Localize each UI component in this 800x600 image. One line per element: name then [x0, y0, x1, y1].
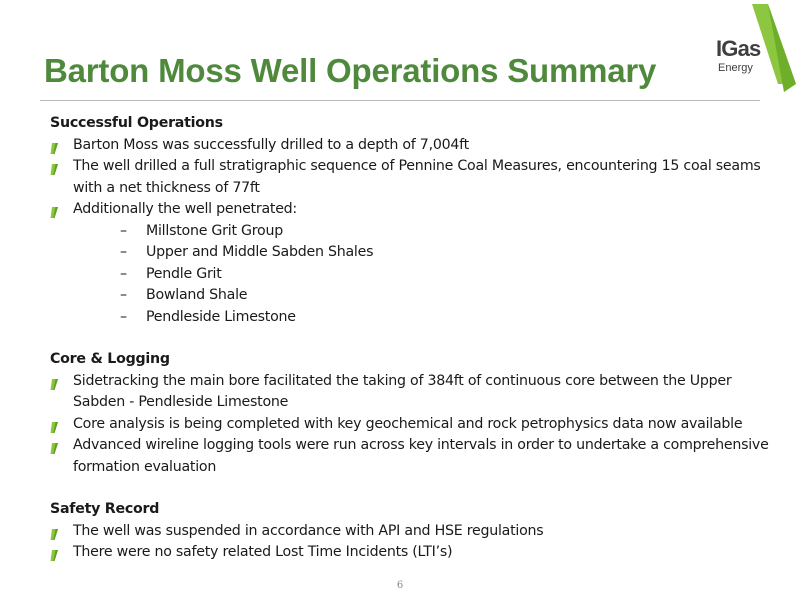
igas-logo	[700, 2, 800, 98]
page-number: 6	[396, 580, 404, 591]
bullet-item	[50, 542, 775, 564]
bullet-item	[50, 156, 775, 199]
bullet-text: Additionally the well penetrated:	[73, 201, 297, 217]
green-bullet-icon	[50, 547, 58, 558]
bullet-item	[50, 371, 775, 414]
section-heading: Safety Record	[50, 501, 160, 517]
sub-bullet-item	[118, 264, 775, 286]
sub-bullet-text: Bowland Shale	[146, 287, 248, 303]
green-bullet-icon	[50, 376, 58, 387]
bullet-text: The well was suspended in accordance with API and HSE regulations	[73, 522, 544, 539]
slide-body	[50, 113, 775, 564]
section	[50, 499, 775, 564]
sub-bullet-item	[118, 221, 775, 243]
bullet-item	[50, 435, 775, 478]
title-divider	[40, 100, 760, 101]
sub-bullet-text: Pendleside Limestone	[146, 308, 296, 325]
dash-icon: –	[120, 308, 127, 325]
dash-icon: –	[120, 265, 127, 282]
green-bullet-icon	[50, 140, 58, 151]
bullet-list	[50, 521, 775, 564]
section-heading: Successful Operations	[50, 115, 223, 131]
bullet-text: Advanced wireline logging tools were run across key intervals in order to undertake a comprehensive formation evaluation	[73, 437, 769, 475]
sub-bullet-text: Millstone Grit Group	[146, 222, 283, 239]
dash-icon: –	[120, 222, 127, 239]
sub-bullet-list	[73, 221, 775, 329]
section-heading: Core & Logging	[50, 351, 170, 367]
green-bullet-icon	[50, 161, 58, 172]
sub-bullet-item	[118, 307, 775, 329]
section	[50, 349, 775, 478]
sub-bullet-item	[118, 242, 775, 264]
sub-bullet-text: Upper and Middle Sabden Shales	[146, 244, 374, 260]
dash-icon: –	[120, 287, 127, 303]
bullet-item	[50, 521, 775, 543]
sub-bullet-item	[118, 285, 775, 307]
logo-subtext: Energy	[718, 62, 753, 74]
green-bullet-icon	[50, 419, 58, 430]
slide-title: Barton Moss Well Operations Summary	[44, 52, 657, 89]
bullet-list	[50, 135, 775, 329]
section	[50, 113, 775, 328]
bullet-item	[50, 199, 775, 328]
bullet-text: The well drilled a full stratigraphic sequence of Pennine Coal Measures, encountering 15 coal seams with a net thickness of 77ft	[73, 158, 761, 196]
bullet-item	[50, 414, 775, 436]
logo-wordmark: IGas	[716, 36, 761, 61]
bullet-text: Core analysis is being completed with key geochemical and rock petrophysics data now available	[73, 415, 743, 432]
bullet-list	[50, 371, 775, 479]
green-bullet-icon	[50, 440, 58, 451]
bullet-text: Barton Moss was successfully drilled to a depth of 7,004ft	[73, 136, 469, 153]
bullet-item	[50, 135, 775, 157]
dash-icon: –	[120, 244, 127, 260]
bullet-text: Sidetracking the main bore facilitated the taking of 384ft of continuous core between the Upper Sabden - Pendleside Limestone	[73, 372, 732, 410]
bullet-text: There were no safety related Lost Time Incidents (LTI’s)	[73, 544, 453, 560]
sub-bullet-text: Pendle Grit	[146, 265, 222, 282]
green-bullet-icon	[50, 204, 58, 215]
green-bullet-icon	[50, 526, 58, 537]
